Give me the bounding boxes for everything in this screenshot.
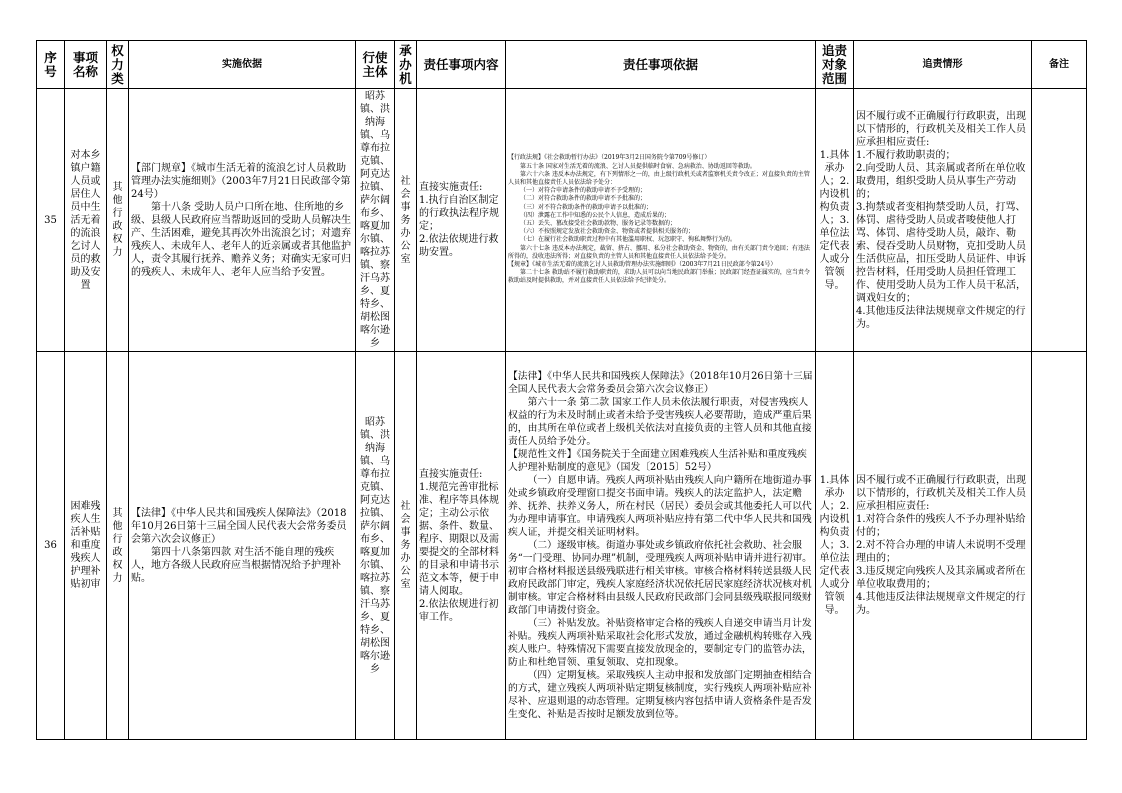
resp-basis-line: （一）对符合申请条件的救助申请不予受理的；: [520, 187, 647, 195]
header-item-name: 事项名称: [65, 41, 107, 89]
row-circumstances: 因不履行或不正确履行行政职责，出现以下情形的，行政机关及相关工作人员应承担相应责任: 1.不履行救助职责的； 2.向受助人员、其亲属或者所在单位收取费用，组织受助人员从事生产劳动的； 3.拘禁或者变相拘禁受助人员，打骂、体罚、虐待受助人员或者唆使他人打骂、体罚、虐待受助人员，敲诈、勒索、侵吞受助人员财物，克扣受助人员生活供应品，扣压受助人员证件、申诉控告材料，任用受助人员担任管理工作、使用受助人员为工作人员干私活，调戏妇女的； 4.其他违反法律法规规章文件规定的行为。: [854, 89, 1032, 352]
row-accountable: 1.具体承办人；2.内设机构负责人；3.单位法定代表人或分管领导。: [816, 352, 854, 740]
resp-basis-line: 【行政法规】《社会救助暂行办法》（2019年3月2日国务院令第709号修订）: [508, 154, 711, 162]
table-row: [37, 89, 1087, 352]
resp-basis-line: 【规章】《城市生活无着的流浪乞讨人员救助管理办法实施细则》（2003年7月21日民政部令第24号）: [508, 261, 777, 269]
header-undertaker: 承办机: [395, 41, 417, 89]
row-item-name: 对本乡镇户籍人员或居住人员中生活无着的流浪乞讨人员的救助及安置: [65, 89, 107, 352]
resp-basis-line: （五）丢失、篡改接受社会救助款物、服务记录等数据的；: [520, 220, 677, 227]
table-row: [37, 352, 1087, 740]
header-subject: 行使主体: [356, 41, 395, 89]
resp-basis-line: （四）泄露在工作中知悉的公民个人信息，造成后果的；: [520, 211, 671, 219]
header-seq: 序号: [37, 41, 65, 89]
row-subject: 昭苏镇、洪纳海镇、乌尊布拉克镇、阿克达拉镇、萨尔阔布乡、喀夏加尔镇、喀拉苏镇、察汗乌苏乡、夏特乡、胡松图喀尔逊乡: [356, 89, 395, 352]
row-seq: 36: [37, 352, 65, 740]
row-resp-content: 直接实施责任: 1.规范完善审批标准、程序等具体规定；主动公示依据、条件、数量、程序、期限以及需要提交的全部材料的目录和申请书示范文本等，便于申请人阅取。 2.依法依规进行初审工作。: [417, 352, 506, 740]
row-resp-content: 直接实施责任: 1.执行自治区制定的行政执法程序规定； 2.依法依规进行救助安置。: [417, 89, 506, 352]
row-power-type: 其他行政权力: [107, 89, 129, 352]
resp-basis-line: （三）补贴发放。补贴资格审定合格的残疾人自递交申请当月计发补贴。残疾人两项补贴采取社会化形式发放，通过金融机构转账存入残疾人账户。特殊情况下需要直接发放现金的，要制定专门的监管办法，防止和杜绝冒领、重复领取、克扣现象。: [508, 618, 812, 668]
row-basis: [129, 89, 356, 352]
resp-basis-line: （七）在履行社会救助职责过程中有其他滥用职权、玩忽职守、徇私舞弊行为的。: [520, 236, 737, 244]
row-resp-basis: [506, 89, 816, 352]
row-item-name: 困难残疾人生活补贴和重度残疾人护理补贴初审: [65, 352, 107, 740]
row-accountable: 1.具体承办人；2.内设机构负责人；3.单位法定代表人或分管领导。: [816, 89, 854, 352]
row-power-type: 其他行政权力: [107, 352, 129, 740]
resp-basis-line: （六）不按照规定发放社会救助资金、物资或者提供相关服务的；: [520, 228, 695, 236]
basis-body: 第十八条 受助人员户口所在地、住所地的乡级、县级人民政府应当帮助返回的受助人员解决生产、生活困难，避免其再次外出流浪乞讨；对遗弃残疾人、未成年人、老年人的近亲属或者其他监护人，责令其履行抚养、赡养义务；对确实无家可归的残疾人、未成年人、老年人应当给予安置。: [131, 201, 351, 278]
basis-title: 【部门规章】《城市生活无着的流浪乞讨人员救助管理办法实施细则》（2003年7月21日民政部令第24号）: [131, 162, 351, 200]
row-basis: [129, 352, 356, 740]
row-seq: 35: [37, 89, 65, 352]
header-circumstances: 追责情形: [854, 41, 1032, 89]
row-remarks: [1032, 352, 1087, 740]
responsibility-table: [36, 40, 1087, 740]
header-remarks: 备注: [1032, 41, 1087, 89]
header-resp-basis: 责任事项依据: [506, 41, 816, 89]
row-undertaker: 社会事务办公室: [395, 89, 417, 352]
row-resp-basis: [506, 352, 816, 740]
resp-basis-line: 第六十一条 第二款 国家工作人员未依法履行职责，对侵害残疾人权益的行为未及时制止或者未给予受害残疾人必要帮助，造成严重后果的，由其所在单位或者上级机关依法对直接负责的主管人员和其他直接责任人员给予处分。: [508, 397, 812, 447]
header-basis: 实施依据: [129, 41, 356, 89]
resp-basis-line: 【法律】《中华人民共和国残疾人保障法》（2018年10月26日第十三届全国人民代表大会常务委员会第六次会议修正）: [508, 371, 813, 395]
basis-body: 第四十八条第四款 对生活不能自理的残疾人，地方各级人民政府应当根据情况给予护理补贴。: [131, 546, 341, 584]
row-subject: 昭苏镇、洪纳海镇、乌尊布拉克镇、阿克达拉镇、萨尔阔布乡、喀夏加尔镇、喀拉苏镇、察汗乌苏乡、夏特乡、胡松图喀尔逊乡: [356, 352, 395, 740]
row-circumstances: 因不履行或不正确履行行政职责，出现以下情形的，行政机关及相关工作人员应承担相应责任: 1.对符合条件的残疾人不予办理补贴给付的； 2.对不符合办理的申请人未说明不受理理由的； 3.违反规定向残疾人及其亲属或者所在单位收取费用的； 4.其他违反法律法规规章文件规定的行为。: [854, 352, 1032, 740]
resp-basis-line: （三）对不符合救助条件的救助申请予以批准的；: [520, 203, 653, 211]
header-row: [37, 41, 1087, 89]
resp-basis-line: （一）自愿申请。残疾人两项补贴由残疾人向户籍所在地街道办事处或乡镇政府受理窗口提交书面申请。残疾人的法定监护人，法定赡养、抚养、扶养义务人，所在村民（居民）委员会或其他委托人可以代为办理申请事宜。申请残疾人两项补贴应持有第二代中华人民共和国残疾人证，并提交相关证明材料。: [508, 475, 812, 538]
resp-basis-line: （四）定期复核。采取残疾人主动申报和发放部门定期抽查相结合的方式，建立残疾人两项补贴定期复核制度，实行残疾人两项补贴应补尽补、应退则退的动态管理。定期复核内容包括申请人资格条件是否发生变化、补贴是否按时足额发放到位等。: [508, 670, 812, 720]
resp-basis-line: （二）对符合救助条件的救助申请不予批准的；: [520, 195, 647, 203]
header-resp-content: 责任事项内容: [417, 41, 506, 89]
basis-title: 【法律】《中华人民共和国残疾人保障法》（2018年10月26日第十三届全国人民代表大会常务委员会第六次会议修正）: [131, 507, 347, 545]
row-undertaker: 社会事务办公室: [395, 352, 417, 740]
resp-basis-line: 【规范性文件】《国务院关于全面建立困难残疾人生活补贴和重度残疾人护理补贴制度的意见》（国发〔2015〕52号）: [508, 449, 807, 473]
resp-basis-line: 第二十七条 救助站不履行救助职责的，求助人员可以向当地民政部门举报；民政部门经查证属实的，应当责令救助站及时提供救助，并对直接责任人员依法给予纪律处分。: [508, 269, 810, 285]
resp-basis-line: 第五十条 国家对生活无着的流浪、乞讨人员提供临时食宿、急病救治、协助返回等救助。: [520, 162, 756, 170]
resp-basis-line: （二）逐级审核。街道办事处或乡镇政府依托社会救助、社会服务“一门受理、协同办理”机制，受理残疾人两项补贴申请并进行初审。初审合格材料报送县级残联进行相关审核。审核合格材料转送县级人民政府民政部门审定，残疾人家庭经济状况依托居民家庭经济状况核对机制审核。审定合格材料由县级人民政府民政部门会同县级残联报同级财政部门申请拨付资金。: [508, 540, 812, 616]
resp-basis-line: 第六十六条 违反本办法规定，有下列情形之一的，由上级行政机关或者监察机关责令改正；对直接负责的主管人员和其他直接责任人员依法给予处分：: [508, 170, 810, 186]
row-remarks: [1032, 89, 1087, 352]
resp-basis-line: 第六十七条 违反本办法规定，截留、挤占、挪用、私分社会救助资金、物资的，由有关部门责令追回；有违法所得的，没收违法所得；对直接负责的主管人员和其他直接责任人员依法给予处分。: [508, 244, 810, 260]
header-power-type: 权力类: [107, 41, 129, 89]
header-accountable: 追责对象范围: [816, 41, 854, 89]
